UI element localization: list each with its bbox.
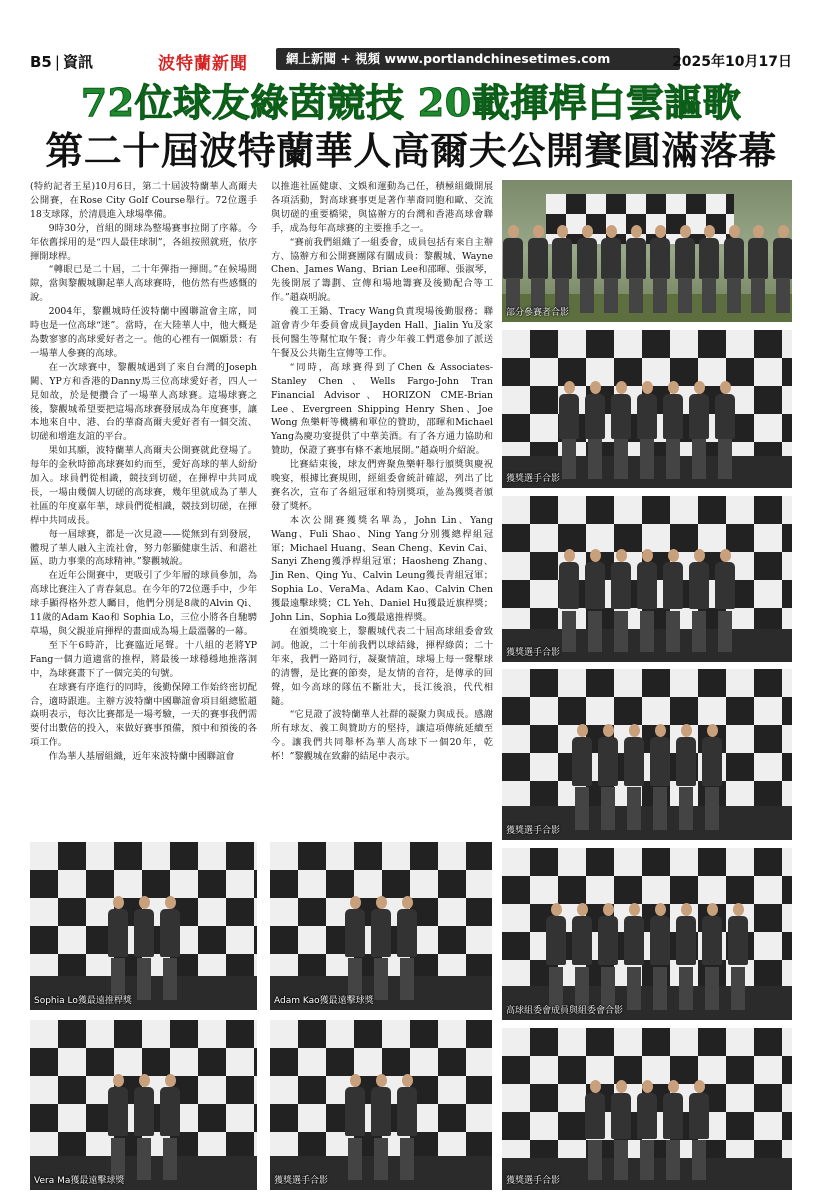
award-photo[interactable] (502, 496, 792, 662)
person-figure (584, 381, 606, 479)
person-figure (636, 1080, 658, 1180)
person-figure (600, 225, 621, 313)
group-photo[interactable] (502, 848, 792, 1020)
person-figure (597, 903, 619, 1010)
award-photo[interactable] (30, 1020, 257, 1190)
person-figure (396, 896, 418, 1000)
article-paragraph: “賽前我們組織了一組委會，成員包括有來自主辦方、協辦方和公開賽團隊有關成員：黎觀城、Wayne Chen、James Wang、Brian Lee和邵暉、張淑琴，先後開展了籌劃、宣傳和場地籌賽及後勤配合等工作。”趙焱明說。 (271, 236, 493, 304)
person-figure (545, 903, 567, 1010)
article-paragraph: 作為華人基層組織，近年來波特蘭中國聯誼會 (48, 751, 235, 763)
brand-name: 波特蘭新聞 (158, 54, 248, 74)
person-figure (623, 724, 645, 830)
person-figure (714, 381, 736, 479)
person-figure (688, 381, 710, 479)
article-paragraph: 在一次球賽中，黎觀城遇到了來自台灣的Joseph闕、YP方和香港的Danny馬三位高球愛好者，四人一見如故，於是便攢合了一場華人高球賽。這場球賽之後，黎觀城希望要把這場高球賽發展成為年度賽事，讓本地來自中、港、台的華裔高爾夫愛好者有一個交流、切磋和增進友誼的平台。 (30, 361, 257, 443)
article-paragraph: 每一屆球賽，都是一次見證——從無到有到發展，體現了華人融入主流社會，努力彰顯健康生活、和諧社區、助力事業的高球精神。”黎觀城說。 (30, 528, 257, 568)
article-paragraph: 本次公開賽獲獎名單為，John Lin、Yang Wang、Fuli Shao、Ning Yang分別獲總桿組冠軍；Michael Huang、Sean Cheng、Kevin Cai、Sanyi Zheng獲淨桿組冠軍；Haosheng Zhang、Jin Ren、Qing Yu、Calvin Leung獲長青組冠軍；Sophia Lo、VeraMa、Adam Kao、Calvin Chen獲最遠擊球獎；CL Yeh、Daniel Hu獲最近旗桿獎；John Lin、Sophia Lo獲最遠推桿獎。 (271, 514, 493, 624)
person-figure (610, 549, 632, 652)
award-photo[interactable] (270, 1020, 492, 1190)
person-figure (662, 381, 684, 479)
person-figure (675, 903, 697, 1010)
person-figure (747, 225, 768, 313)
award-photo[interactable] (502, 330, 792, 488)
person-figure (396, 1074, 418, 1179)
article-paragraph: “轉眼已是二十屆，二十年彈指一揮間。”在候場間隙，當與黎觀城聊起華人高球賽時，他仿然有些感慨的說。 (30, 264, 257, 304)
issue-date: 2025年10月17日 (672, 54, 792, 70)
person-figure (610, 381, 632, 479)
photo-caption: 部分參賽者合影 (506, 308, 570, 318)
person-figure (688, 549, 710, 652)
person-figure (636, 381, 658, 479)
person-figure (502, 225, 523, 313)
person-figure (107, 1074, 129, 1179)
photo-caption: 獲獎選手合影 (506, 826, 561, 836)
person-figure (625, 225, 646, 313)
person-figure (133, 1074, 155, 1179)
person-figure (344, 1074, 366, 1179)
photo-caption: Adam Kao獲最遠擊球獎 (274, 996, 374, 1006)
photo-caption: 獲獎選手合影 (506, 648, 561, 658)
article-paragraph: 2004年，黎觀城時任波特蘭中國聯誼會主席，同時也是一位高球“迷”。當時，在大陸華人中，他大概是為數寥寥的高球愛好者之一。他的心裡有一個願景：有一場華人參賽的高球。 (30, 306, 257, 359)
article-paragraph: 至下午6時許，比賽臨近尾聲。十八組的老將YP Fang一個力道適當的推桿，將最後一球穩穩地推落洞中，為球賽畫下了一個完美的句號。 (30, 639, 257, 679)
article-column-1 (30, 180, 257, 830)
article-paragraph: 9時30分，首組的開球為整場賽事拉開了序幕。今年依舊採用的是“四人最佳球制”，各組按照就班，依序揮開球桿。 (30, 222, 257, 262)
person-figure (584, 1080, 606, 1180)
person-figure (723, 225, 744, 313)
section-category: 資訊 (62, 53, 93, 71)
person-figure (558, 549, 580, 652)
photo-caption: Vera Ma獲最遠擊球獎 (34, 1176, 125, 1186)
person-figure (623, 903, 645, 1010)
person-figure (636, 549, 658, 652)
person-figure (370, 1074, 392, 1179)
article-column-2 (271, 180, 493, 830)
divider: | (54, 53, 60, 71)
person-figure (576, 225, 597, 313)
article-paragraph: 比賽結束後，球友們齊聚魚樂軒舉行頒獎與慶祝晚宴，根據比賽規則，經組委會統計確認，列出了比賽名次，宣布了各組冠軍和特別獎項，並為獲獎者頒發了獎杯。 (271, 459, 493, 512)
article-paragraph: (特約記者王星)10月6日，第二十屆波特蘭華人高爾夫公開賽，在Rose City Golf Course舉行。72位選手18支球隊，於清晨進入球場準備。 (30, 181, 257, 220)
person-figure (159, 1074, 181, 1179)
person-figure (370, 896, 392, 1000)
headline-sub: 第二十屆波特蘭華人高爾夫公開賽圓滿落幕 (45, 128, 777, 173)
headline-main: 72位球友綠茵競技 20載揮桿白雲謳歌 (80, 80, 742, 125)
person-figure (714, 549, 736, 652)
person-figure (674, 225, 695, 313)
article-paragraph: 在頒獎晚宴上，黎觀城代表二十屆高球組委會致詞。他說，二十年前我們以球結緣，揮桿綠茵；二十年來，我們一路同行，凝聚情誼，球場上每一聲擊球的清響，是比賽的節奏，是友情的音符，是傳承的回聲，如今高球的隊伍不斷壯大，長江後浪，代代相隨。 (271, 626, 493, 707)
person-figure (727, 903, 749, 1010)
section-number: B5 (30, 53, 52, 71)
page-header (30, 48, 792, 74)
person-figure (584, 549, 606, 652)
photo-caption: 獲獎選手合影 (506, 474, 561, 484)
person-figure (649, 724, 671, 830)
person-figure (688, 1080, 710, 1180)
person-figure (698, 225, 719, 313)
award-photo[interactable] (502, 669, 792, 840)
person-figure (649, 903, 671, 1010)
award-photo[interactable] (270, 842, 492, 1010)
person-figure (107, 896, 129, 1000)
photo-caption: 獲獎選手合影 (506, 1176, 561, 1186)
person-figure (772, 225, 793, 313)
article-paragraph: “它見證了波特蘭華人社群的凝聚力與成長。感謝所有球友、義工與贊助方的堅持，讓這項傳統延續至今。讓我們共同舉杯為華人高球下一個20年，乾杯！”黎觀城在致辭的結尾中表示。 (271, 709, 493, 763)
article-paragraph: 以推進社區健康、文娛和運動為己任，積極組織開展各項活動，對高球賽事更是著作華裔同胞和歐、交流與切磋的重要橋梁，與協辦方的台灣和香港高球會聯手，成為每年高球賽的主要推手之一。 (271, 181, 493, 234)
person-figure (159, 896, 181, 1000)
article-paragraph: 果如其願，波特蘭華人高爾夫公開賽就此登場了。每年的金秋時節高球賽如約而至，愛好高球的華人紛紛加入。球員們從相識，競技到切磋，在揮桿中共同成長，一場由幾個人切磋的高球賽，幾年里就成為了華人社區的年度嘉年華，球員們從相識，競技到切磋，在揮桿中共同成長。 (30, 445, 257, 526)
person-figure (571, 724, 593, 830)
person-figure (344, 896, 366, 1000)
person-figure (610, 1080, 632, 1180)
person-figure (597, 724, 619, 830)
award-photo[interactable] (502, 1028, 792, 1190)
person-figure (701, 724, 723, 830)
person-figure (675, 724, 697, 830)
photo-caption: 獲獎選手合影 (274, 1176, 329, 1186)
person-figure (649, 225, 670, 313)
article-paragraph: 在球賽有序進行的同時，後勤保障工作始終密切配合，適時跟進。主辦方波特蘭中國聯誼會項目組總監趙焱明表示，每次比賽都是一場考驗，一天的賽事我們需要付出數倍的投入，來做好賽事預備，預中和預後的各項工作。 (30, 681, 257, 749)
article-paragraph: 在近年公開賽中，更吸引了少年層的球員參加，為高球比賽注入了青春氣息。在今年的72位選手中，少年球手顯得格外惹人矚目，他們分別是8歲的Alvin Qi、11歲的Adam Kao和 Sophia Lo，三位小將各自馳騁草場，與父親並肩揮桿的畫面成為場上最溫馨的一幕。 (30, 570, 257, 637)
group-photo[interactable] (502, 180, 792, 322)
person-figure (558, 381, 580, 479)
person-figure (571, 903, 593, 1010)
award-photo[interactable] (30, 842, 257, 1010)
website-banner[interactable]: 網上新聞 + 視頻 www.portlandchinesetimes.com (276, 48, 680, 70)
person-figure (551, 225, 572, 313)
section-label (30, 51, 93, 72)
person-figure (701, 903, 723, 1010)
photo-caption: Sophia Lo獲最遠推桿獎 (34, 996, 132, 1006)
person-figure (527, 225, 548, 313)
person-figure (662, 1080, 684, 1180)
person-figure (133, 896, 155, 1000)
article-paragraph: “同時，高球賽得到了Chen & Associates-Stanley Chen、Wells Fargo-John Tran Financial Advisor、HORIZON CME-Brian Lee、Evergreen Shipping Henry Shen、Joe Wong 魚樂軒等機構和單位的贊助，邵暉和Michael Yang為慶功宴提供了中華美酒。有了各方通力協助和贊助，保證了賽事有條不紊地展開。”趙焱明介紹說。 (271, 361, 493, 457)
article-paragraph: 義工王鍋、Tracy Wang負責現場後勤服務；聯誼會青少年委員會成員Jayden Hall、Jialin Yu及家長何醫生等幫忙取午餐；青少年義工們還參加了派送午餐及公共衛生宣傳等工作。 (271, 306, 493, 359)
person-figure (662, 549, 684, 652)
photo-caption: 高球組委會成員與組委會合影 (506, 1006, 624, 1016)
